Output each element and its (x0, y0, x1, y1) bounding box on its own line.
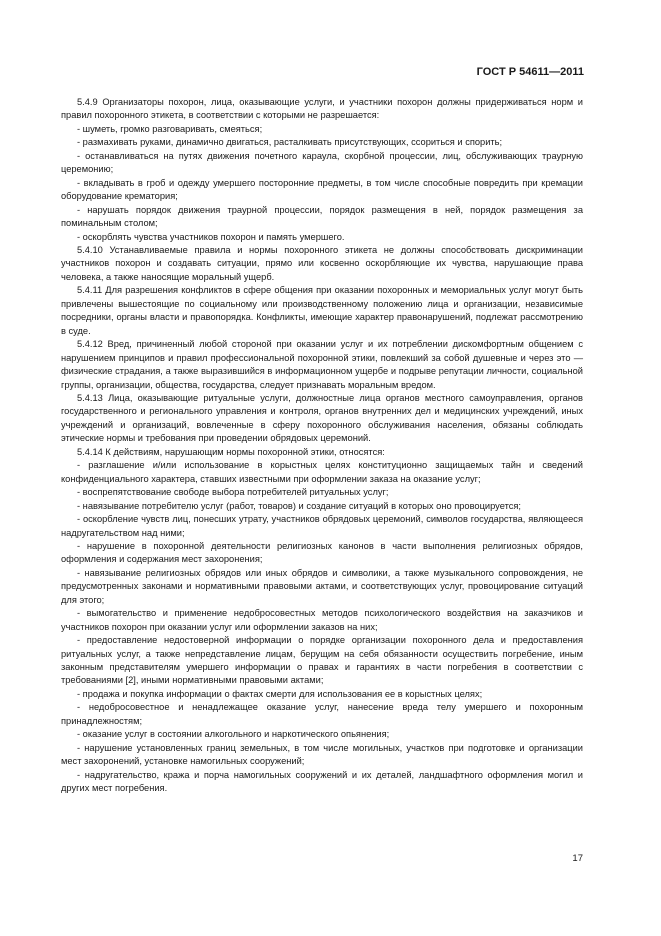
paragraph: - предоставление недостоверной информации о порядке организации похоронного дела и предоставления ритуальных услуг, а также непредставление лицам, берущим на себя обязанности осуществить погребение, иным законным представителям умершего информации о правах и гарантиях в части погребения в соответствии с требованиями [2], иными нормативными правовыми актами; (61, 635, 583, 686)
paragraph: - оскорбление чувств лиц, понесших утрату, участников обрядовых церемоний, символов государства, являющееся надругательством над ними; (61, 514, 583, 538)
page-number: 17 (572, 853, 583, 864)
paragraph: 5.4.11 Для разрешения конфликтов в сфере общения при оказании похоронных и мемориальных услуг могут быть привлечены вышестоящие по социальному или производственному положению лица и организации, независимые посредники, органы власти и правопорядка. Конфликты, имеющие характер правонарушений, подлежат рассмотрению в суде. (61, 285, 583, 336)
paragraph: 5.4.12 Вред, причиненный любой стороной при оказании услуг и их потреблении дискомфортным общением с нарушением принципов и правил профессиональной похоронной этики, повлекший за собой душевные и через это — физические страдания, а также выразившийся в информационном ущербе и подрыве репутации личности, социальной группы, организации, общества, государства, следует признавать моральным вредом. (61, 339, 583, 390)
paragraph: - продажа и покупка информации о фактах смерти для использования ее в корыстных целях; (77, 688, 483, 699)
paragraph: - воспрепятствование свободе выбора потребителей ритуальных услуг; (77, 487, 389, 498)
paragraph: - нарушение в похоронной деятельности религиозных канонов в части выполнения религиозных обрядов, оформления и содержания мест захоронения; (61, 540, 583, 565)
paragraph: - оказание услуг в состоянии алкогольного и наркотического опьянения; (77, 729, 390, 740)
body-text (61, 96, 583, 796)
document-number: ГОСТ Р 54611—2011 (476, 66, 584, 78)
paragraph: 5.4.14 К действиям, нарушающим нормы похоронной этики, относятся: (77, 446, 385, 457)
paragraph: - нарушение установленных границ земельных, в том числе могильных, участков при подготовке и организации мест захоронений, установке намогильных сооружений; (61, 742, 583, 767)
paragraph: - вымогательство и применение недобросовестных методов психологического воздействия на заказчиков и участников похорон при оказании услуг или оформлении заказов на них; (61, 608, 583, 632)
paragraph: 5.4.13 Лица, оказывающие ритуальные услуги, должностные лица органов местного самоуправления, органов государственного и регионального управления и контроля, органов внутренних дел и медицинских учреждений, иных учреждений и организаций, вовлеченные в сферу похоронного обслуживания населения, обязаны соблюдать этические нормы и требования при проведении обрядовых церемоний. (61, 392, 583, 444)
paragraph: - недобросовестное и ненадлежащее оказание услуг, нанесение вреда телу умершего и похоронным принадлежностям; (61, 702, 583, 726)
paragraph: - навязывание религиозных обрядов или иных обрядов и символики, а также музыкального сопровождения, не предусмотренных законами и нормативными правовыми актами, и соответствующих услуг, провоцирование ситуаций для этого; (61, 567, 583, 605)
paragraph: - оскорблять чувства участников похорон и память умершего. (77, 231, 345, 242)
paragraph: - размахивать руками, динамично двигаться, расталкивать присутствующих, ссориться и спорить; (77, 137, 503, 148)
paragraph: - надругательство, кража и порча намогильных сооружений и их деталей, ландшафтного оформления могил и других мест погребения. (61, 769, 583, 794)
paragraph: - останавливаться на путях движения почетного караула, скорбной процессии, лиц, обслуживающих траурную церемонию; (61, 150, 583, 175)
paragraph: - нарушать порядок движения траурной процессии, порядок размещения в ней, порядок размещения за поминальным столом; (61, 204, 583, 229)
paragraph: - разглашение и/или использование в корыстных целях конституционно защищаемых тайн и сведений конфиденциального характера, ставших известными при оформлении заказа на оказание услуг; (61, 460, 583, 484)
paragraph: - вкладывать в гроб и одежду умершего посторонние предметы, в том числе способные повредить при кремации оборудование крематория; (61, 177, 583, 202)
paragraph: - навязывание потребителю услуг (работ, товаров) и создание ситуаций в которых оно провоцируется; (77, 500, 521, 511)
paragraph: - шуметь, громко разговаривать, смеяться; (77, 123, 263, 134)
paragraph: 5.4.10 Устанавливаемые правила и нормы похоронного этикета не должны способствовать дискриминации участников похорон и создавать ситуации, прямо или косвенно оскорбляющие их чувства, нарушающие права человека, а также наносящие моральный ущерб. (61, 244, 583, 282)
paragraph: 5.4.9 Организаторы похорон, лица, оказывающие услуги, и участники похорон должны придерживаться норм и правил похоронного этикета, в соответствии с которыми не разрешается: (61, 97, 583, 121)
